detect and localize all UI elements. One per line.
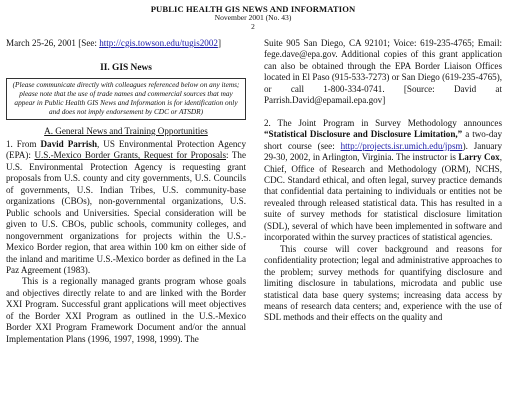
tugis-link[interactable]: http://cgis.towson.edu/tugis2002 [99,38,218,48]
issue-date: November 2001 (No. 43) [214,13,292,22]
jpsm-link[interactable]: http://projects.isr.umich.edu/jpsm [340,140,463,151]
subsection-heading: A. General News and Training Opportunities [44,125,208,136]
news-item-2: 2. The Joint Program in Survey Methodology announces “Statistical Disclosure and Disclosure Limitation,” a two-day short course (see: http://projects.isr.umich.edu/jpsm). January 29-30, 2002, in Arlington, Virginia. The instructor is Larry Cox, Chief, Office of Research and Methodology (ORM), NCHS, CDC. Standard ethical, and often legal, survey practice demands that confidential data pertaining to individuals or entities not be revealed through released statistical data. This has resulted in a suite of survey methods for statistical disclosure limitation (SDL), several of which have been implemented in software and incorporated within the survey practices of statistical agencies. [264,117,502,243]
item2-title: “Statistical Disclosure and Disclosure Limitation,” [264,129,463,140]
item1-title: U.S.-Mexico Border Grants, Request for Proposals [34,150,226,161]
page-header [0,4,506,31]
page-number: 2 [251,22,255,31]
newsletter-title: PUBLIC HEALTH GIS NEWS AND INFORMATION [150,4,356,14]
contact-info: Suite 905 San Diego, CA 92101; Voice: 619-235-4765; Email: fege.dave@epa.gov. Additional copies of this grant application can also be obtained through the EPA Border Liaison Offices located in El Paso (915-533-7273) or San Diego (619-235-4765), or call 1-800-334-0741. [Source: David at Parrish.David@epamail.epa.gov] [264,38,502,106]
right-column [264,38,502,324]
left-column [6,38,246,345]
item2-instructor: Larry Cox [458,152,500,163]
item1-person: David Parrish [40,138,97,149]
conference-reference: March 25-26, 2001 [See: http://cgis.towson.edu/tugis2002] [6,38,221,48]
section-title: II. GIS News [100,63,152,74]
news-item-1-paragraph-2: This is a regionally managed grants program whose goals and objectives directly relate to and are linked with the Border XXI Program. Successful grant applications will meet objectives of the Border XXI Program as outlined in the U.S.-Mexico Border XXI Program Framework Document and/or the annual Implementation Plans (1996, 1997, 1998, 1999). The [6,276,246,344]
news-item-2-paragraph-2: This course will cover background and reasons for confidentiality protection; legal and administrative approaches to the problem; survey methods for quantifying disclosure and limiting disclosure in tabulations, microdata and public use statistical data base query systems; increasing data access by means of research data centers; and, experience with the use of SDL methods and their effects on the quality and [264,243,502,323]
disclaimer-box: (Please communicate directly with colleagues referenced below on any items; please note that the use of trade names and commercial sources that may appear in Public Health GIS News and Information is for identification only and does not imply endorsement by CDC or ATSDR) [6,78,246,120]
news-item-1: 1. From David Parrish, US Environmental Protection Agency (EPA): U.S.-Mexico Border Grants, Request for Proposals: The U.S. Environmental Protection Agency is requesting grant proposals from U.S. county and city governments, U.S. Councils of governments, U.S. Indian Tribes, U.S. community-base organizations (CBOs), non-governmental organizations, U.S. Public schools and Universities. Special consideration will be given to U.S. CBOs, public schools, community colleges, and nongovernment organizations for projects within the U.S.-Mexico Border region, that area within 100 km on either side of the inland and maritime U.S.-Mexico border as defined in the La Paz Agreement (1983). [6,138,246,275]
